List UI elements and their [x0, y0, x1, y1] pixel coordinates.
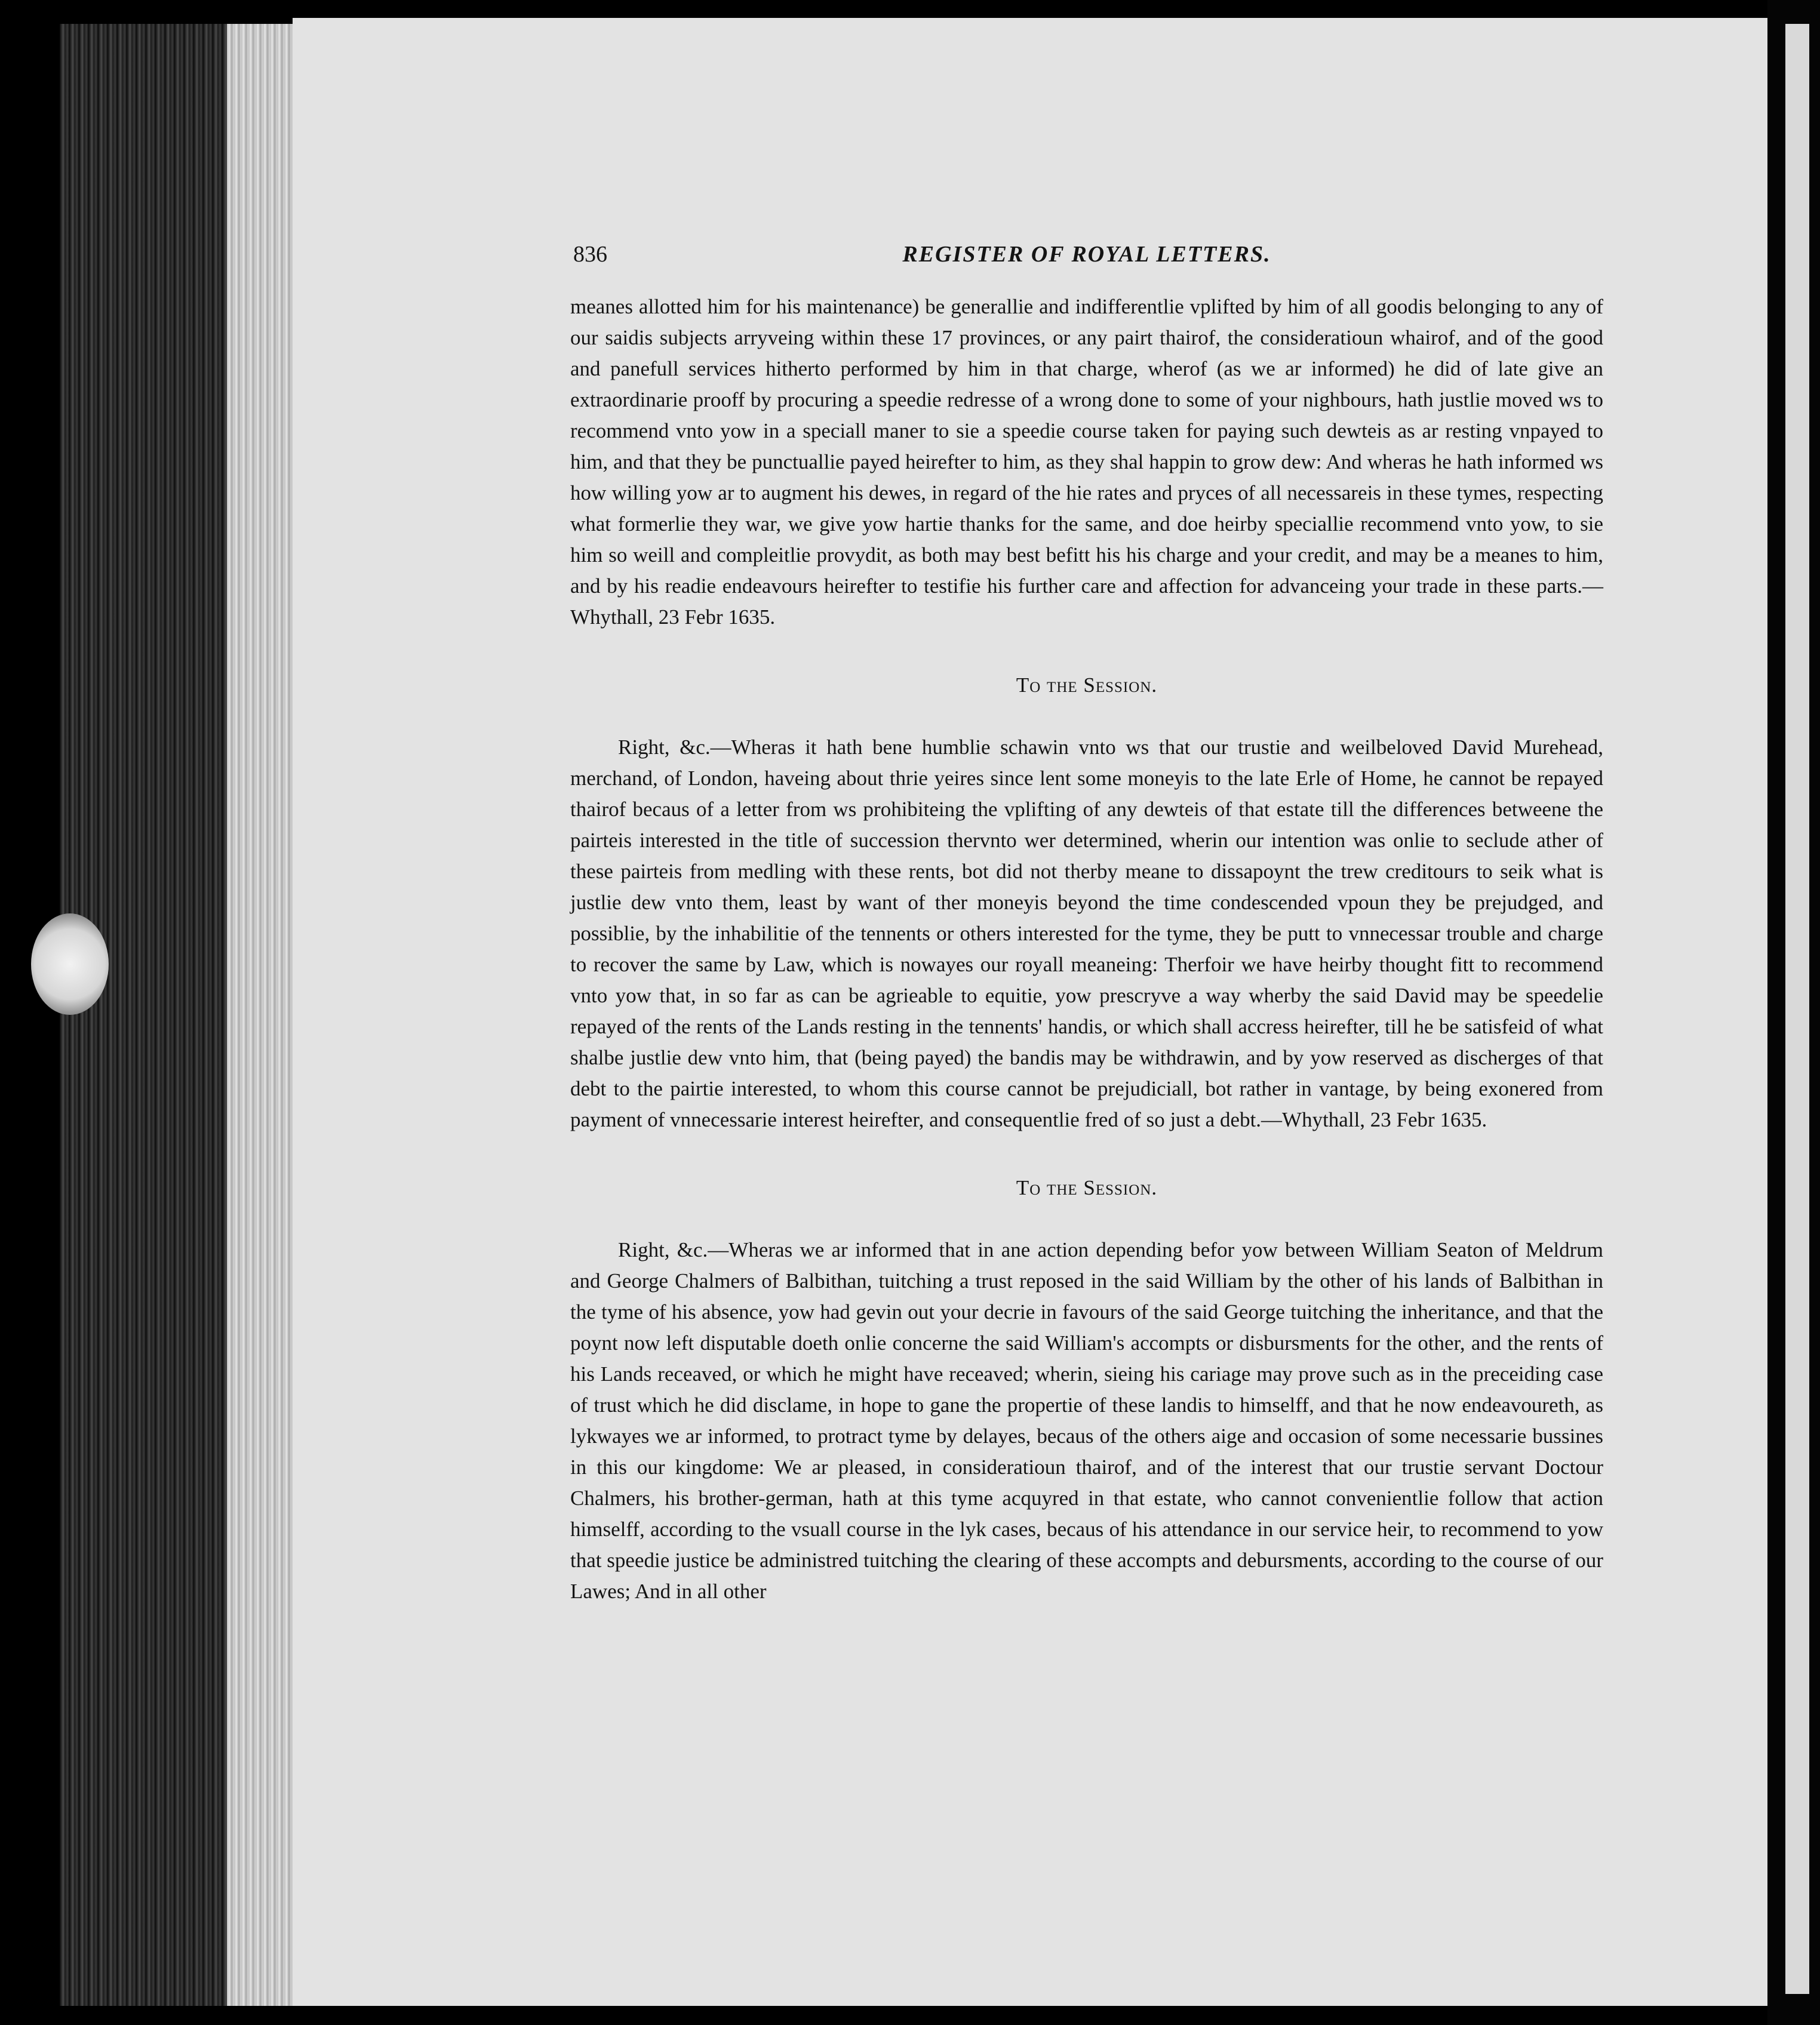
running-head — [570, 239, 1603, 281]
page-text-block — [570, 239, 1603, 1607]
letter-paragraph: Right, &c.—Wheras we ar informed that in ane action depending befor yow between William Seaton of Meldrum and George Chalmers of Balbithan, tuitching a trust reposed in the said William by the other of his lands of Balbithan in the tyme of his absence, yow had gevin out your decrie in favours of the said George tuitching the inheritance, and that the poynt now left disputable doeth onlie concerne the said William's accompts or disbursments for the other, and the rents of his Lands receaved, or which he might have receaved; wherin, sieing his cariage may prove such as in the preceiding case of trust which he did disclame, in hope to gane the propertie of these landis to himselff, and that he now endeavoureth, as lykwayes we ar informed, to protract tyme by delayes, becaus of the others aige and occasion of some necessarie bussines in this our kingdome: We ar pleased, in consideratioun thairof, and of the interest that our trustie servant Doctour Chalmers, his brother-german, hath at this tyme acquyred in that estate, who cannot convenientlie follow that action himselff, according to the vsuall course in the lyk cases, becaus of his attendance in our service heir, to recommend to yow that speedie justice be administred tuitching the clearing of these accompts and debursments, according to the course of our Lawes; And in all other — [570, 1238, 1603, 1603]
letter-paragraph: Right, &c.—Wheras it hath bene humblie schawin vnto ws that our trustie and weilbeloved David Murehead, merchand, of London, haveing about thrie yeires since lent some moneyis to the late Erle of Home, he cannot be repayed thairof becaus of a letter from ws prohibiteing the vplifting of any dewteis of that estate till the differences betweene the pairteis interested in the title of succession thervnto wer determined, wherin our intention was onlie to seclude ather of these pairteis from medling with these rents, bot did not therby meane to dissapoynt the trew creditours to seik what is justlie dew vnto them, least by want of ther moneyis beyond the time condescended vpoun they be prejudged, and possiblie, by the inhabilitie of the tennents or others interested for the tyme, they be putt to vnnecessar trouble and charge to recover the same by Law, which is nowayes our royall meaneing: Therfoir we have heirby thought fitt to recommend vnto yow that, in so far as can be agrieable to equitie, yow prescryve a way wherby the said David may be speedelie repayed of the rents of the Lands resting in the tennents' handis, or which shall accress heirefter, till he be satisfeid of what shalbe justlie dew vnto him, that (being payed) the bandis may be withdrawin, and by yow reserved as discherges of that debt to the pairtie interested, to whom this course cannot be prejudiciall, bot rather in vantage, by being exonered from payment of vnnecessarie interest heirefter, and consequentlie fred of so just a debt.—Whythall, 23 Febr 1635. — [570, 735, 1603, 1131]
section-heading: To the Session. — [1016, 673, 1158, 697]
running-title: REGISTER OF ROYAL LETTERS. — [902, 242, 1271, 267]
facing-page-sliver — [1785, 24, 1809, 1994]
section-heading: To the Session. — [1016, 1176, 1158, 1199]
page-number: 836 — [573, 242, 607, 267]
book-fore-edge — [60, 24, 239, 2006]
paragraph-continuation: meanes allotted him for his maintenance) be generallie and indifferentlie vplifted by him of all goodis belonging to any of our saidis subjects arryveing within these 17 provinces, or any pairt thairof, the consideratioun whairof, and of the good and panefull services hitherto performed by him in that charge, wherof (as we ar informed) he did of late give an extraordinarie prooff by procuring a speedie redresse of a wrong done to some of your nighbours, hath justlie moved ws to recommend vnto yow in a speciall maner to sie a speedie course taken for paying such dewteis as ar resting vnpayed to him, and that they be punctuallie payed heirefter to him, as they shal happin to grow dew: And wheras he hath informed ws how willing yow ar to augment his dewes, in regard of the hie rates and pryces of all necessareis in these tymes, respecting what formerlie they war, we give yow hartie thanks for the same, and doe heirby speciallie recommend vnto yow, to sie him so weill and compleitlie provydit, as both may best befitt his his charge and your credit, and may be a meanes to him, and by his readie endeavours heirefter to testifie his further care and affection for advanceing your trade in these parts.—Whythall, 23 Febr 1635. — [570, 295, 1603, 629]
paper-damage-spot — [31, 913, 109, 1015]
page-stack-edge — [227, 24, 293, 2006]
